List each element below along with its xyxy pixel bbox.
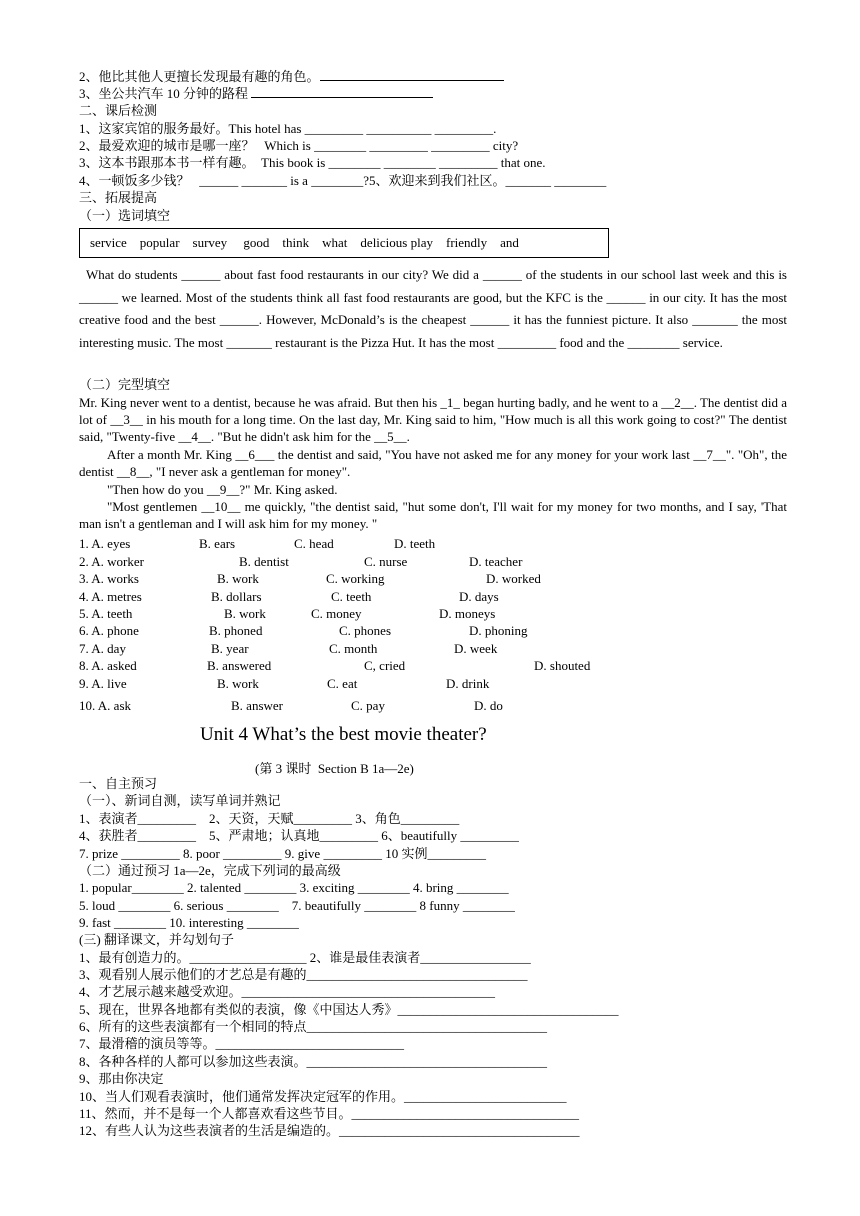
translation-line: 7、最滑稽的演员等等。_____________________________	[79, 1036, 405, 1051]
top-item-2-text: 2、他比其他人更擅长发现最有趣的角色。	[79, 69, 320, 84]
option-6-D[interactable]: D. phoning	[469, 623, 528, 638]
option-7-B[interactable]: B. year	[211, 641, 249, 656]
translation-line: 8、各种各样的人都可以参加这些表演。_____________________________________	[79, 1054, 548, 1069]
option-1-C[interactable]: C. head	[294, 536, 334, 551]
subsection-heading: （二）通过预习 1a—2e，完成下列词的最高级	[79, 863, 341, 878]
translation-line: 5、现在，世界各地都有类似的表演，像《中国达人秀》__________________________________	[79, 1002, 619, 1017]
option-9-B[interactable]: B. work	[217, 676, 259, 691]
translation-line: 3、观看别人展示他们的才艺总是有趣的__________________________________	[79, 967, 528, 982]
option-4-B[interactable]: B. dollars	[211, 589, 262, 604]
translation-line: 11、然而，并不是每一个人都喜欢看这些节目。___________________________________	[79, 1106, 580, 1121]
option-2-A[interactable]: 2. A. worker	[79, 554, 144, 569]
check-item: 2、最爱欢迎的城市是哪一座？ Which is ________ _________ _________ city?	[79, 138, 519, 153]
superlative-line: 9. fast ________ 10. interesting ________	[79, 915, 299, 930]
option-10-A[interactable]: 10. A. ask	[79, 698, 131, 713]
fill-in-passage: What do students ______ about fast food restaurants in our city? We did a ______ of the students in our school last week and this is ______ we learned. Most of the students think all fast food restaurants are good, but the KFC is the ______ in our city. It has the most creative food and the best ______. However, McDonald’s is the cheapest ______ it has the funniest picture. It also _______ the most interesting music. The most _______ restaurant is the Pizza Hut. It has the most _________ food and the ________ service.	[79, 267, 787, 350]
vocab-line: 7. prize _________ 8. poor _________ 9. give _________ 10 实例_________	[79, 846, 486, 861]
option-1-D[interactable]: D. teeth	[394, 536, 436, 551]
translation-line: 6、所有的这些表演都有一个相同的特点_____________________________________	[79, 1019, 548, 1034]
option-3-C[interactable]: C. working	[326, 571, 385, 586]
option-1-B[interactable]: B. ears	[199, 536, 236, 551]
top-item-3	[79, 85, 433, 102]
story-paragraph: "Then how do you __9__?" Mr. King asked.	[107, 482, 338, 497]
option-1-A[interactable]: 1. A. eyes	[79, 536, 131, 551]
option-5-D[interactable]: D. moneys	[439, 606, 496, 621]
option-8-A[interactable]: 8. A. asked	[79, 658, 137, 673]
translation-line: 1、最有创造力的。__________________ 2、谁是最佳表演者_________________	[79, 950, 531, 965]
lesson-subtitle: (第 3 课时 Section B 1a—2e)	[255, 761, 414, 776]
option-2-B[interactable]: B. dentist	[239, 554, 289, 569]
option-5-C[interactable]: C. money	[311, 606, 362, 621]
unit-title: Unit 4 What’s the best movie theater?	[200, 724, 487, 745]
top-item-2	[79, 68, 504, 85]
subsection-heading: （一）选词填空	[79, 208, 171, 223]
section-heading: 三、拓展提高	[79, 190, 158, 205]
check-item: 4、一顿饭多少钱？ ______ _______ is a ________?5、欢迎来到我们社区。_______ ________	[79, 173, 607, 188]
superlative-line: 1. popular________ 2. talented ________ 3. exciting ________ 4. bring ________	[79, 880, 509, 895]
story-paragraph: Mr. King never went to a dentist, because he was afraid. But then his _1_ began hurting badly, and he went to a __2__. The dentist did a lot of __3__ in his mouth for a long time. On the last day, Mr. King said to him, "How much is all this work going to cost?" The dentist said, "Twenty-five __4__. "But he didn't ask him for the __5__.	[79, 395, 787, 445]
translation-line: 12、有些人认为这些表演者的生活是编造的。_____________________________________	[79, 1123, 580, 1138]
check-item: 3、这本书跟那本书一样有趣。 This book is ________ ________ _________ that one.	[79, 155, 546, 170]
option-3-B[interactable]: B. work	[217, 571, 259, 586]
option-8-D[interactable]: D. shouted	[534, 658, 591, 673]
option-8-C[interactable]: C, cried	[364, 658, 406, 673]
option-7-D[interactable]: D. week	[454, 641, 498, 656]
option-6-A[interactable]: 6. A. phone	[79, 623, 139, 638]
option-2-D[interactable]: D. teacher	[469, 554, 523, 569]
option-9-D[interactable]: D. drink	[446, 676, 490, 691]
option-6-B[interactable]: B. phoned	[209, 623, 263, 638]
story-paragraph: "Most gentlemen __10__ me quickly, "the dentist said, "hut some don't, I'll wait for my money for two months, and I say, 'That man isn't a gentleman and I will ask him for my money. "	[79, 499, 787, 532]
section-heading: 二、课后检测	[79, 103, 158, 118]
option-10-B[interactable]: B. answer	[231, 698, 283, 713]
option-9-A[interactable]: 9. A. live	[79, 676, 127, 691]
answer-blank[interactable]	[320, 68, 504, 81]
option-3-A[interactable]: 3. A. works	[79, 571, 139, 586]
answer-blank[interactable]	[251, 85, 433, 98]
option-10-D[interactable]: D. do	[474, 698, 503, 713]
option-6-C[interactable]: C. phones	[339, 623, 391, 638]
section-heading: 一、自主预习	[79, 776, 158, 791]
vocab-line: 4、获胜者_________ 5、严肃地；认真地_________ 6、beautifully _________	[79, 828, 519, 843]
option-4-D[interactable]: D. days	[459, 589, 499, 604]
check-item: 1、这家宾馆的服务最好。This hotel has _________ __________ _________.	[79, 121, 497, 136]
option-7-A[interactable]: 7. A. day	[79, 641, 126, 656]
story-paragraph: After a month Mr. King __6___ the dentist and said, "You have not asked me for any money for your work last __7__". "Oh", the dentist __8__, "I never ask a gentleman for money".	[79, 447, 787, 480]
top-item-3-text: 3、坐公共汽车 10 分钟的路程	[79, 86, 252, 101]
option-7-C[interactable]: C. month	[329, 641, 378, 656]
subsection-heading: （二）完型填空	[79, 377, 171, 392]
translation-line: 9、那由你决定	[79, 1071, 164, 1086]
option-5-A[interactable]: 5. A. teeth	[79, 606, 133, 621]
subsection-heading: (三) 翻译课文，并勾划句子	[79, 932, 234, 947]
translation-line: 4、才艺展示越来越受欢迎。_______________________________________	[79, 984, 496, 999]
superlative-line: 5. loud ________ 6. serious ________ 7. beautifully ________ 8 funny ________	[79, 898, 515, 913]
option-9-C[interactable]: C. eat	[327, 676, 358, 691]
subsection-heading: （一）、新词自测，读写单词并熟记	[79, 793, 281, 808]
option-2-C[interactable]: C. nurse	[364, 554, 408, 569]
option-4-A[interactable]: 4. A. metres	[79, 589, 142, 604]
option-8-B[interactable]: B. answered	[207, 658, 272, 673]
translation-line: 10、当人们观看表演时，他们通常发挥决定冠军的作用。_________________________	[79, 1089, 567, 1104]
word-bank-box: service popular survey good think what delicious play friendly and	[79, 228, 609, 258]
vocab-line: 1、表演者_________ 2、天资，天赋_________ 3、角色_________	[79, 811, 460, 826]
option-3-D[interactable]: D. worked	[486, 571, 541, 586]
option-5-B[interactable]: B. work	[224, 606, 266, 621]
option-4-C[interactable]: C. teeth	[331, 589, 372, 604]
option-10-C[interactable]: C. pay	[351, 698, 385, 713]
